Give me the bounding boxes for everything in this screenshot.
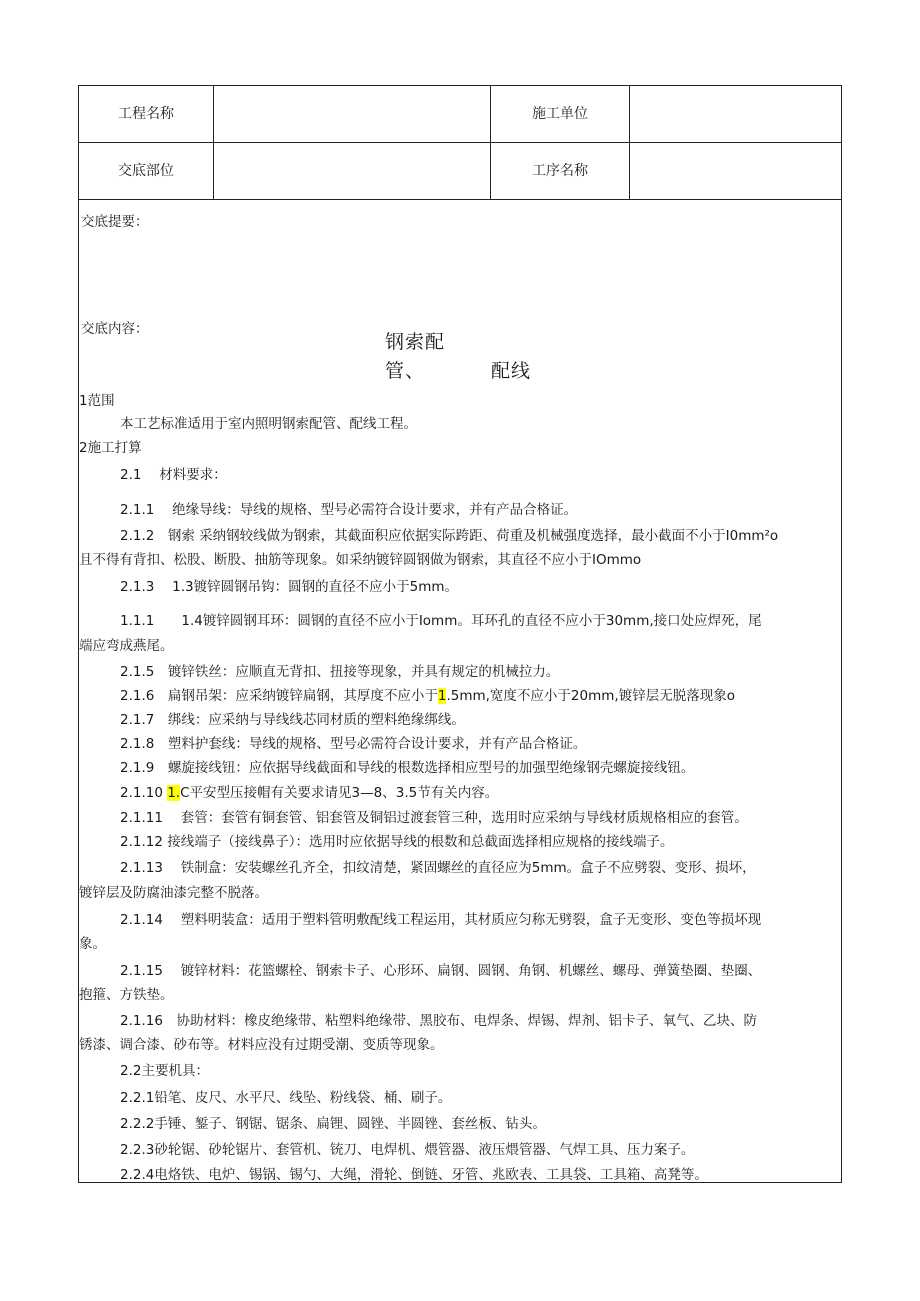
header-row-2: [79, 143, 841, 200]
list-item: 2.1.3 1.3镀锌圆钢吊钩：圆钢的直径不应小于5mm。: [120, 579, 459, 595]
list-item: 抱箍、方铁垫。: [79, 987, 174, 1003]
divider: [629, 86, 630, 199]
list-item: 2.1.7 绑线：应采纳与导线线芯同材质的塑料绝缘绑线。: [120, 712, 465, 728]
list-item-text: 2.1.6 扁钢吊架：应采纳镀锌扁钢，其厚度不应小于: [120, 688, 438, 704]
doc-title-line-2a: 管、: [385, 360, 426, 382]
list-item: 2.1.16 协助材料：橡皮绝缘带、粘塑料绝缘带、黑胶布、电焊条、焊锡、焊剂、铝卡子、氧气、乙块、防: [120, 1013, 757, 1029]
project-name-value[interactable]: [214, 86, 490, 142]
list-item: 1.1.1 1.4镀锌圆钢耳环：圆钢的直径不应小于Iomm。耳环孔的直径不应小于30mm,接口处应焊死，尾: [120, 613, 762, 629]
subsection-heading: 2.1 材料要求：: [120, 467, 227, 483]
list-item: 2.1.2 钢索 采纳钢较线做为钢索，其截面积应依据实际跨距、荷重及机械强度选择，最小截面不小于I0mm²o: [120, 528, 779, 544]
list-item: 2.1.1 绝缘导线：导线的规格、型号必需符合设计要求，并有产品合格证。: [120, 502, 578, 518]
section-heading: 2施工打算: [79, 440, 142, 456]
contractor-label: 施工单位: [532, 106, 588, 122]
list-item-text: 2.1.10: [120, 785, 168, 801]
list-item-text: C平安型压接帽有关要求请见3—8、3.5节有关内容。: [180, 785, 499, 801]
list-item: 象。: [79, 936, 106, 952]
project-name-label: 工程名称: [118, 106, 174, 122]
process-label: 工序名称: [532, 163, 588, 179]
location-label: 交底部位: [118, 163, 174, 179]
list-item: 锈漆、调合漆、砂布等。材料应没有过期受潮、变质等现象。: [79, 1037, 444, 1053]
header-row-1: [79, 86, 841, 143]
highlight-mark: 1.: [167, 785, 181, 801]
list-item: 2.2.3砂轮锯、砂轮锯片、套管机、铳刀、电焊机、煨管器、液压煨管器、气焊工具、压力案子。: [120, 1142, 695, 1158]
list-item: 镀锌层及防腐油漆完整不脱落。: [79, 885, 268, 901]
list-item: 2.2.4电烙铁、电炉、锡锅、锡勺、大绳，滑轮、倒链、牙管、兆欧表、工具袋、工具箱、高凳等。: [120, 1167, 708, 1183]
list-item: 且不得有背扣、松股、断股、抽筋等现象。如采纳镀锌圆钢做为钢索，其直径不应小于IOmmo: [79, 552, 642, 568]
content-label: 交底内容：: [81, 321, 149, 337]
list-item: [120, 781, 498, 801]
list-item: 端应弯成燕尾。: [79, 638, 174, 654]
location-value[interactable]: [214, 143, 490, 199]
divider: [490, 86, 491, 199]
doc-title-line-2b: 配线: [491, 360, 532, 382]
section-heading: 1范围: [79, 393, 115, 409]
list-item-text: .5mm,宽度不应小于20mm,镀锌层无脱落现象o: [446, 688, 735, 704]
contractor-value[interactable]: [630, 86, 841, 142]
subsection-heading: 2.2主要机具：: [120, 1063, 209, 1079]
list-item: 2.1.13 铁制盒：安装螺丝孔齐全，扣纹清楚，紧固螺丝的直径应为5mm。盒子不应劈裂、变形、损坏，: [120, 860, 756, 876]
paragraph: 本工艺标准适用于室内照明钢索配管、配线工程。: [120, 416, 417, 432]
list-item: [120, 684, 735, 704]
list-item: 2.1.11 套管：套管有铜套管、铝套管及铜铝过渡套管三种，选用时应采纳与导线材质规格相应的套管。: [120, 810, 748, 826]
doc-title-line-1: 钢索配: [385, 331, 446, 353]
list-item: 2.2.1铅笔、皮尺、水平尺、线坠、粉线袋、桶、刷子。: [120, 1090, 452, 1106]
divider: [213, 86, 214, 199]
list-item: 2.1.15 镀锌材料：花篮螺栓、钢索卡子、心形环、扁钢、圆钢、角钢、机螺丝、螺母、弹簧垫圈、垫圈、: [120, 963, 762, 979]
list-item: 2.1.14 塑料明装盒：适用于塑料管明敷配线工程运用，其材质应匀称无劈裂，盒子无变形、变色等损坏现: [120, 912, 762, 928]
list-item: 2.1.5 镀锌铁丝：应顺直无背扣、扭接等现象，并具有规定的机械拉力。: [120, 664, 560, 680]
list-item: 2.1.12 接线端子（接线鼻子）：选用时应依据导线的根数和总截面选择相应规格的接线端子。: [120, 834, 674, 850]
list-item: 2.2.2手锤、錾子、钢锯、锯条、扁锂、圆锉、半圆锉、套丝板、钻头。: [120, 1116, 546, 1132]
list-item: 2.1.8 塑料护套线：导线的规格、型号必需符合设计要求，并有产品合格证。: [120, 736, 587, 752]
form-table: [78, 85, 842, 1183]
list-item: 2.1.9 螺旋接线钮：应依据导线截面和导线的根数选择相应型号的加强型绝缘钢壳螺旋接线钮。: [120, 760, 695, 776]
process-value[interactable]: [630, 143, 841, 199]
summary-label: 交底提要：: [81, 214, 149, 230]
highlight-mark: 1: [437, 688, 447, 704]
